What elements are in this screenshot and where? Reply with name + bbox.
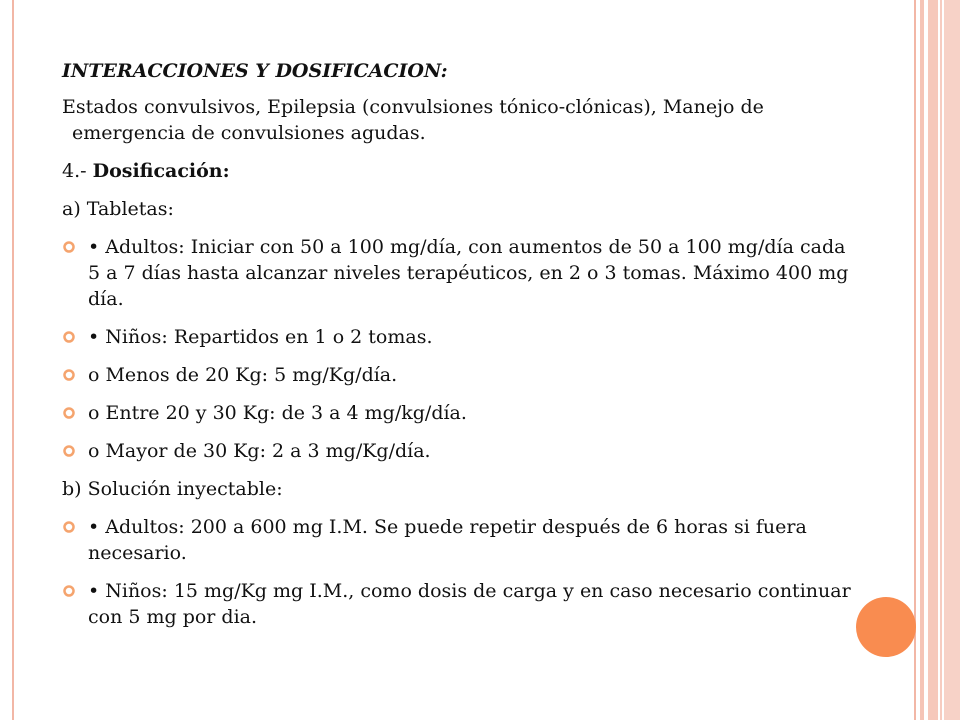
- section-heading: [62, 158, 862, 184]
- list-item-text: • Adultos: 200 a 600 mg I.M. Se puede repetir después de 6 horas si fuera necesario.: [88, 516, 807, 564]
- stripe: [940, 0, 942, 720]
- slide-title: INTERACCIONES Y DOSIFICACION:: [62, 60, 448, 82]
- list-item-text: • Niños: Repartidos en 1 o 2 tomas.: [88, 326, 433, 348]
- subsection-b-heading: b) Solución inyectable:: [62, 478, 283, 500]
- hollow-circle-bullet-icon: [62, 584, 76, 598]
- list-item: [62, 362, 862, 388]
- hollow-circle-bullet-icon: [62, 406, 76, 420]
- list-item-text: • Adultos: Iniciar con 50 a 100 mg/día, con aumentos de 50 a 100 mg/día cada 5 a 7 días hasta alcanzar niveles terapéuticos, en 2 o 3 tomas. Máximo 400 mg día.: [88, 236, 849, 310]
- list-item-text: o Menos de 20 Kg: 5 mg/Kg/día.: [88, 364, 398, 386]
- stripe: [920, 0, 924, 720]
- list-item: [62, 438, 862, 464]
- list-item: [62, 578, 862, 630]
- slide-content: [62, 58, 862, 642]
- list-item: [62, 514, 862, 566]
- right-decorative-stripes: [914, 0, 960, 720]
- list-item-text: • Niños: 15 mg/Kg mg I.M., como dosis de carga y en caso necesario continuar con 5 mg por dia.: [88, 580, 851, 628]
- hollow-circle-bullet-icon: [62, 240, 76, 254]
- stripe: [914, 0, 916, 720]
- list-item: [62, 400, 862, 426]
- list-item: [62, 324, 862, 350]
- hollow-circle-bullet-icon: [62, 330, 76, 344]
- stripe: [928, 0, 938, 720]
- list-item-text: o Mayor de 30 Kg: 2 a 3 mg/Kg/día.: [88, 440, 431, 462]
- indications-paragraph: Estados convulsivos, Epilepsia (convulsiones tónico-clónicas), Manejo de emergencia de convulsiones agudas.: [62, 96, 764, 144]
- list-item: [62, 234, 862, 312]
- hollow-circle-bullet-icon: [62, 444, 76, 458]
- hollow-circle-bullet-icon: [62, 520, 76, 534]
- subsection-a-heading: a) Tabletas:: [62, 198, 174, 220]
- orange-circle-decoration: [856, 597, 916, 657]
- stripe: [944, 0, 960, 720]
- list-item-text: o Entre 20 y 30 Kg: de 3 a 4 mg/kg/día.: [88, 402, 467, 424]
- section-title: Dosificación:: [92, 160, 230, 182]
- section-number: 4.-: [62, 160, 93, 182]
- hollow-circle-bullet-icon: [62, 368, 76, 382]
- left-border-rule: [12, 0, 14, 720]
